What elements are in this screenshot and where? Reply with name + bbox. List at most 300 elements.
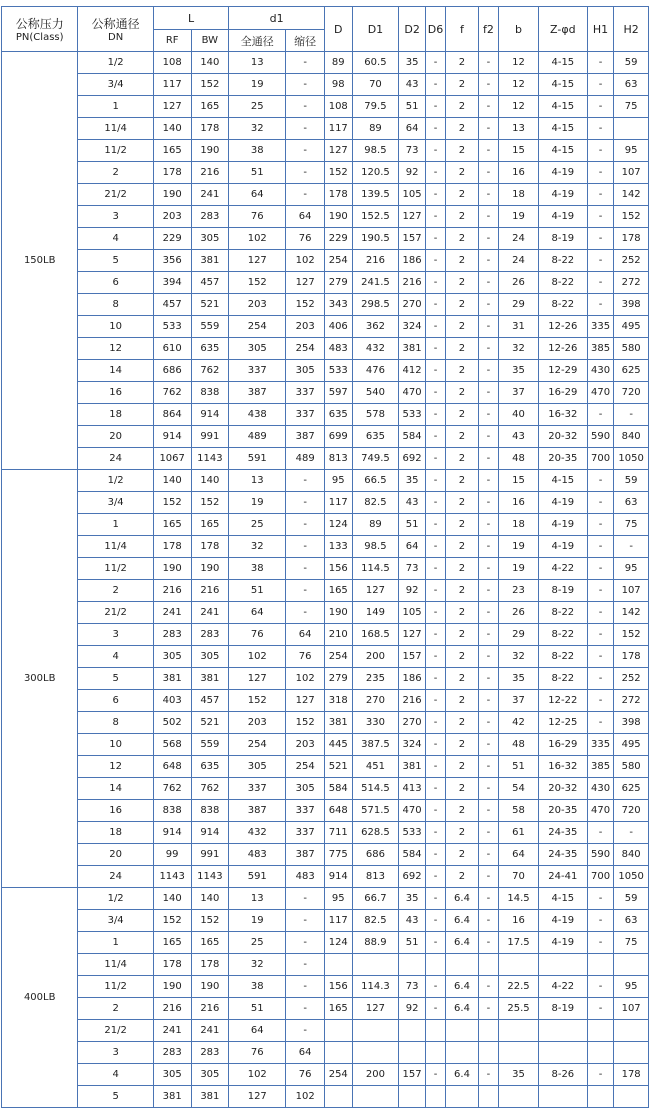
table-header bbox=[2, 7, 648, 51]
table-cell: 2 bbox=[446, 734, 478, 755]
table-cell: 32 bbox=[229, 954, 285, 975]
table-cell: 29 bbox=[499, 294, 538, 315]
table-cell: 5 bbox=[78, 668, 152, 689]
table-cell: 186 bbox=[399, 250, 424, 271]
table-cell: 4-19 bbox=[539, 910, 587, 931]
table-cell: 2 bbox=[446, 448, 478, 469]
table-cell: 279 bbox=[325, 668, 352, 689]
table-cell: 17.5 bbox=[499, 932, 538, 953]
table-cell: 283 bbox=[154, 624, 191, 645]
table-cell: 330 bbox=[353, 712, 399, 733]
table-cell: 12 bbox=[499, 52, 538, 73]
table-cell: 16 bbox=[78, 382, 152, 403]
pressure-class-cell: 300LB bbox=[2, 470, 77, 887]
table-row bbox=[2, 1042, 648, 1063]
table-cell: 241 bbox=[192, 184, 229, 205]
table-cell: - bbox=[426, 602, 445, 623]
table-cell: 6.4 bbox=[446, 998, 478, 1019]
table-cell: 2 bbox=[446, 360, 478, 381]
table-cell: 272 bbox=[614, 690, 648, 711]
table-cell: - bbox=[479, 910, 498, 931]
table-cell: 16-29 bbox=[539, 734, 587, 755]
table-cell: 20-32 bbox=[539, 778, 587, 799]
table-cell: 165 bbox=[192, 96, 229, 117]
table-cell: 502 bbox=[154, 712, 191, 733]
table-cell: 20 bbox=[78, 844, 152, 865]
table-cell: - bbox=[479, 96, 498, 117]
table-cell: 75 bbox=[614, 514, 648, 535]
table-cell: 140 bbox=[154, 118, 191, 139]
table-cell: - bbox=[479, 404, 498, 425]
table-cell: 2 bbox=[446, 272, 478, 293]
table-cell: 63 bbox=[614, 492, 648, 513]
table-cell: 16-32 bbox=[539, 404, 587, 425]
table-cell: 279 bbox=[325, 272, 352, 293]
table-cell: - bbox=[588, 514, 613, 535]
table-cell: 11/2 bbox=[78, 140, 152, 161]
table-cell: 3 bbox=[78, 1042, 152, 1063]
table-cell: - bbox=[588, 470, 613, 491]
table-cell: 700 bbox=[588, 866, 613, 887]
table-cell: 8-22 bbox=[539, 668, 587, 689]
table-cell: 165 bbox=[325, 580, 352, 601]
table-cell: - bbox=[588, 690, 613, 711]
table-cell: 2 bbox=[446, 668, 478, 689]
table-cell: 2 bbox=[446, 756, 478, 777]
table-cell: 412 bbox=[399, 360, 424, 381]
table-cell: 51 bbox=[399, 96, 424, 117]
table-cell: 38 bbox=[229, 558, 285, 579]
table-row bbox=[2, 976, 648, 997]
table-cell: 140 bbox=[192, 52, 229, 73]
table-cell: 254 bbox=[325, 646, 352, 667]
table-cell: 152.5 bbox=[353, 206, 399, 227]
table-cell: 26 bbox=[499, 272, 538, 293]
table-cell: 203 bbox=[229, 294, 285, 315]
table-cell: 21/2 bbox=[78, 1020, 152, 1041]
table-cell: 107 bbox=[614, 998, 648, 1019]
table-cell: 2 bbox=[446, 382, 478, 403]
table-cell: - bbox=[479, 800, 498, 821]
table-row bbox=[2, 272, 648, 293]
table-cell: 2 bbox=[78, 580, 152, 601]
table-cell bbox=[446, 954, 478, 975]
table-cell: 648 bbox=[325, 800, 352, 821]
table-cell: 19 bbox=[499, 536, 538, 557]
table-cell: - bbox=[588, 910, 613, 931]
table-cell: 20 bbox=[78, 426, 152, 447]
table-cell: - bbox=[479, 690, 498, 711]
table-cell: 2 bbox=[446, 624, 478, 645]
table-cell bbox=[588, 1086, 613, 1107]
table-cell: 2 bbox=[446, 800, 478, 821]
table-row bbox=[2, 316, 648, 337]
table-row bbox=[2, 140, 648, 161]
table-cell: - bbox=[426, 888, 445, 909]
table-cell bbox=[353, 1042, 399, 1063]
table-row bbox=[2, 360, 648, 381]
full-bore-header: 全通径 bbox=[229, 30, 285, 51]
table-cell: 305 bbox=[154, 646, 191, 667]
table-cell: 991 bbox=[192, 844, 229, 865]
table-cell: 120.5 bbox=[353, 162, 399, 183]
table-cell: 305 bbox=[192, 646, 229, 667]
table-cell: 14 bbox=[78, 778, 152, 799]
table-cell: - bbox=[286, 910, 324, 931]
table-cell: 13 bbox=[229, 470, 285, 491]
table-cell: 178 bbox=[154, 536, 191, 557]
table-cell: 1143 bbox=[192, 448, 229, 469]
table-cell: 476 bbox=[353, 360, 399, 381]
table-cell: 105 bbox=[399, 602, 424, 623]
table-cell: 254 bbox=[325, 1064, 352, 1085]
table-cell: - bbox=[588, 96, 613, 117]
table-cell: - bbox=[479, 580, 498, 601]
table-cell: 495 bbox=[614, 734, 648, 755]
table-cell: - bbox=[479, 360, 498, 381]
table-cell: 305 bbox=[192, 1064, 229, 1085]
table-cell: - bbox=[479, 602, 498, 623]
d1-header: D1 bbox=[353, 7, 399, 51]
table-cell: 635 bbox=[192, 756, 229, 777]
table-cell: 635 bbox=[325, 404, 352, 425]
table-cell: 13 bbox=[229, 888, 285, 909]
table-cell: - bbox=[588, 646, 613, 667]
table-cell: 127 bbox=[229, 250, 285, 271]
table-cell: 127 bbox=[286, 272, 324, 293]
table-cell: 32 bbox=[499, 646, 538, 667]
table-row bbox=[2, 844, 648, 865]
table-cell: 12-26 bbox=[539, 338, 587, 359]
table-cell: 2 bbox=[446, 294, 478, 315]
table-cell: 139.5 bbox=[353, 184, 399, 205]
table-cell: 178 bbox=[154, 162, 191, 183]
table-cell: 64 bbox=[286, 206, 324, 227]
table-cell: 152 bbox=[286, 294, 324, 315]
table-cell: 381 bbox=[399, 756, 424, 777]
table-cell: 775 bbox=[325, 844, 352, 865]
table-cell: 254 bbox=[229, 316, 285, 337]
table-cell: 648 bbox=[154, 756, 191, 777]
table-cell: 18 bbox=[78, 404, 152, 425]
table-cell: 432 bbox=[353, 338, 399, 359]
table-cell: 12 bbox=[78, 338, 152, 359]
table-cell: - bbox=[479, 712, 498, 733]
table-cell: 127 bbox=[353, 998, 399, 1019]
table-cell: 105 bbox=[399, 184, 424, 205]
table-cell: 8-22 bbox=[539, 646, 587, 667]
table-cell: 387.5 bbox=[353, 734, 399, 755]
table-cell: - bbox=[479, 646, 498, 667]
table-cell: 838 bbox=[192, 800, 229, 821]
table-cell: 21/2 bbox=[78, 184, 152, 205]
table-cell: 152 bbox=[229, 690, 285, 711]
table-cell: - bbox=[614, 822, 648, 843]
table-cell: - bbox=[479, 668, 498, 689]
table-cell: - bbox=[426, 206, 445, 227]
table-cell: 127 bbox=[399, 206, 424, 227]
table-cell: - bbox=[426, 778, 445, 799]
table-cell: - bbox=[426, 338, 445, 359]
table-cell: 398 bbox=[614, 294, 648, 315]
table-cell: - bbox=[426, 250, 445, 271]
table-cell: - bbox=[426, 228, 445, 249]
table-cell: 26 bbox=[499, 602, 538, 623]
table-cell: - bbox=[426, 756, 445, 777]
table-cell: - bbox=[588, 272, 613, 293]
table-cell: 152 bbox=[192, 74, 229, 95]
table-cell: - bbox=[426, 910, 445, 931]
table-row bbox=[2, 118, 648, 139]
table-cell: 2 bbox=[446, 206, 478, 227]
table-cell: 430 bbox=[588, 778, 613, 799]
table-cell: - bbox=[479, 888, 498, 909]
table-cell bbox=[399, 954, 424, 975]
h2-header: H2 bbox=[614, 7, 648, 51]
table-cell: 8-22 bbox=[539, 250, 587, 271]
table-cell: - bbox=[479, 470, 498, 491]
table-cell: 914 bbox=[154, 426, 191, 447]
table-cell: 6 bbox=[78, 272, 152, 293]
table-cell: 20-32 bbox=[539, 426, 587, 447]
table-cell: - bbox=[479, 426, 498, 447]
table-cell: 2 bbox=[446, 712, 478, 733]
table-cell: 210 bbox=[325, 624, 352, 645]
table-cell: 692 bbox=[399, 448, 424, 469]
table-cell: - bbox=[479, 756, 498, 777]
table-cell: 1 bbox=[78, 514, 152, 535]
table-cell: 64 bbox=[399, 118, 424, 139]
table-cell: 254 bbox=[286, 756, 324, 777]
table-cell: - bbox=[479, 1064, 498, 1085]
table-row bbox=[2, 558, 648, 579]
table-row bbox=[2, 206, 648, 227]
table-cell: 152 bbox=[154, 910, 191, 931]
table-cell: - bbox=[479, 866, 498, 887]
table-cell: 70 bbox=[353, 74, 399, 95]
table-cell: 152 bbox=[325, 162, 352, 183]
table-cell: 21/2 bbox=[78, 602, 152, 623]
table-cell: 1 bbox=[78, 932, 152, 953]
table-cell: - bbox=[426, 470, 445, 491]
f2-header: f2 bbox=[479, 7, 498, 51]
table-cell: 102 bbox=[286, 250, 324, 271]
table-cell: - bbox=[286, 602, 324, 623]
table-row bbox=[2, 294, 648, 315]
table-cell: 914 bbox=[325, 866, 352, 887]
table-cell: 584 bbox=[325, 778, 352, 799]
table-cell: 157 bbox=[399, 1064, 424, 1085]
table-cell: 628.5 bbox=[353, 822, 399, 843]
table-cell: - bbox=[479, 74, 498, 95]
table-cell: 127 bbox=[325, 140, 352, 161]
pn-sub-label: PN(Class) bbox=[15, 32, 64, 43]
table-cell: 762 bbox=[154, 778, 191, 799]
table-cell: 270 bbox=[399, 712, 424, 733]
table-row bbox=[2, 338, 648, 359]
table-cell: 178 bbox=[614, 1064, 648, 1085]
table-cell: 43 bbox=[499, 426, 538, 447]
table-cell: - bbox=[426, 514, 445, 535]
table-cell: 18 bbox=[78, 822, 152, 843]
table-cell: - bbox=[479, 624, 498, 645]
table-cell: - bbox=[588, 1064, 613, 1085]
table-cell: - bbox=[588, 162, 613, 183]
table-cell bbox=[499, 1086, 538, 1107]
table-cell: 165 bbox=[154, 932, 191, 953]
d6-header: D6 bbox=[426, 7, 445, 51]
table-cell: 394 bbox=[154, 272, 191, 293]
table-cell: - bbox=[426, 118, 445, 139]
table-cell: 142 bbox=[614, 602, 648, 623]
table-cell: 51 bbox=[399, 932, 424, 953]
table-cell: 178 bbox=[614, 646, 648, 667]
pn-label: 公称压力 bbox=[15, 17, 64, 31]
table-cell: 838 bbox=[192, 382, 229, 403]
table-cell: 11/4 bbox=[78, 118, 152, 139]
table-cell: 991 bbox=[192, 426, 229, 447]
table-cell: - bbox=[588, 118, 613, 139]
table-cell: 385 bbox=[588, 338, 613, 359]
table-cell: - bbox=[426, 162, 445, 183]
table-cell: 58 bbox=[499, 800, 538, 821]
table-cell: 4-22 bbox=[539, 558, 587, 579]
table-row bbox=[2, 470, 648, 491]
table-cell: 720 bbox=[614, 382, 648, 403]
table-cell: 48 bbox=[499, 448, 538, 469]
table-cell: 559 bbox=[192, 316, 229, 337]
table-cell: 864 bbox=[154, 404, 191, 425]
table-row bbox=[2, 1064, 648, 1085]
table-cell: 43 bbox=[399, 74, 424, 95]
z-header: Z-φd bbox=[539, 7, 587, 51]
d2-header: D2 bbox=[399, 7, 424, 51]
table-cell: 324 bbox=[399, 734, 424, 755]
table-cell: 699 bbox=[325, 426, 352, 447]
table-cell: 8 bbox=[78, 294, 152, 315]
table-cell bbox=[499, 1042, 538, 1063]
table-cell: 16 bbox=[499, 910, 538, 931]
table-cell: 625 bbox=[614, 360, 648, 381]
table-row bbox=[2, 624, 648, 645]
table-cell: 64 bbox=[499, 844, 538, 865]
table-cell: 203 bbox=[229, 712, 285, 733]
table-cell bbox=[353, 1086, 399, 1107]
table-cell: 51 bbox=[399, 514, 424, 535]
table-cell: - bbox=[479, 448, 498, 469]
table-cell: - bbox=[426, 580, 445, 601]
table-cell: 190 bbox=[154, 558, 191, 579]
table-cell: 387 bbox=[229, 800, 285, 821]
table-cell: 29 bbox=[499, 624, 538, 645]
table-cell: 381 bbox=[399, 338, 424, 359]
table-cell: 4 bbox=[78, 646, 152, 667]
table-cell: 4-15 bbox=[539, 52, 587, 73]
table-cell: 413 bbox=[399, 778, 424, 799]
table-cell: 298.5 bbox=[353, 294, 399, 315]
table-cell: 235 bbox=[353, 668, 399, 689]
table-cell: - bbox=[286, 140, 324, 161]
table-cell: 35 bbox=[399, 888, 424, 909]
table-cell: 165 bbox=[325, 998, 352, 1019]
table-cell: 190 bbox=[325, 206, 352, 227]
table-cell bbox=[588, 1042, 613, 1063]
table-cell: 762 bbox=[192, 360, 229, 381]
table-cell: 19 bbox=[499, 206, 538, 227]
table-cell: 38 bbox=[229, 976, 285, 997]
table-cell: 95 bbox=[614, 558, 648, 579]
table-cell: 445 bbox=[325, 734, 352, 755]
table-cell: - bbox=[588, 294, 613, 315]
table-cell: 12 bbox=[78, 756, 152, 777]
table-cell: 2 bbox=[446, 404, 478, 425]
table-cell: 63 bbox=[614, 910, 648, 931]
table-cell: 35 bbox=[499, 360, 538, 381]
table-cell: 635 bbox=[192, 338, 229, 359]
table-cell: 4-22 bbox=[539, 976, 587, 997]
pressure-class-cell: 150LB bbox=[2, 52, 77, 469]
table-cell: 2 bbox=[446, 250, 478, 271]
table-cell: 76 bbox=[286, 1064, 324, 1085]
table-cell: 98.5 bbox=[353, 140, 399, 161]
table-cell: - bbox=[426, 360, 445, 381]
table-cell: 82.5 bbox=[353, 492, 399, 513]
table-cell: 2 bbox=[446, 52, 478, 73]
table-cell: 107 bbox=[614, 580, 648, 601]
table-cell: 1050 bbox=[614, 866, 648, 887]
table-cell: 1143 bbox=[154, 866, 191, 887]
table-cell: 580 bbox=[614, 756, 648, 777]
table-row bbox=[2, 690, 648, 711]
table-cell: 64 bbox=[229, 184, 285, 205]
table-cell bbox=[446, 1042, 478, 1063]
table-cell: 16-32 bbox=[539, 756, 587, 777]
table-cell: - bbox=[588, 404, 613, 425]
table-cell: 8-19 bbox=[539, 998, 587, 1019]
table-cell: 20-35 bbox=[539, 448, 587, 469]
table-cell: 11/2 bbox=[78, 976, 152, 997]
table-cell: 3 bbox=[78, 624, 152, 645]
table-cell bbox=[325, 1020, 352, 1041]
table-cell: 32 bbox=[229, 118, 285, 139]
table-cell: - bbox=[286, 514, 324, 535]
table-cell bbox=[426, 1020, 445, 1041]
table-cell: 64 bbox=[229, 1020, 285, 1041]
table-cell: 178 bbox=[192, 118, 229, 139]
table-cell: 70 bbox=[499, 866, 538, 887]
table-cell: - bbox=[588, 206, 613, 227]
table-cell: 2 bbox=[78, 998, 152, 1019]
h1-header: H1 bbox=[588, 7, 613, 51]
table-cell: 700 bbox=[588, 448, 613, 469]
table-cell: 387 bbox=[286, 844, 324, 865]
table-cell: 2 bbox=[446, 162, 478, 183]
table-cell bbox=[426, 1086, 445, 1107]
table-cell: 89 bbox=[325, 52, 352, 73]
table-cell: 95 bbox=[325, 470, 352, 491]
table-cell: 64 bbox=[286, 1042, 324, 1063]
pressure-class-cell: 400LB bbox=[2, 888, 77, 1107]
table-cell: 568 bbox=[154, 734, 191, 755]
table-cell: 2 bbox=[446, 96, 478, 117]
table-cell: 51 bbox=[229, 998, 285, 1019]
table-cell: 2 bbox=[446, 74, 478, 95]
table-cell: - bbox=[588, 536, 613, 557]
table-cell: - bbox=[479, 734, 498, 755]
table-cell: - bbox=[426, 294, 445, 315]
table-cell: 4-19 bbox=[539, 184, 587, 205]
table-cell: 229 bbox=[325, 228, 352, 249]
